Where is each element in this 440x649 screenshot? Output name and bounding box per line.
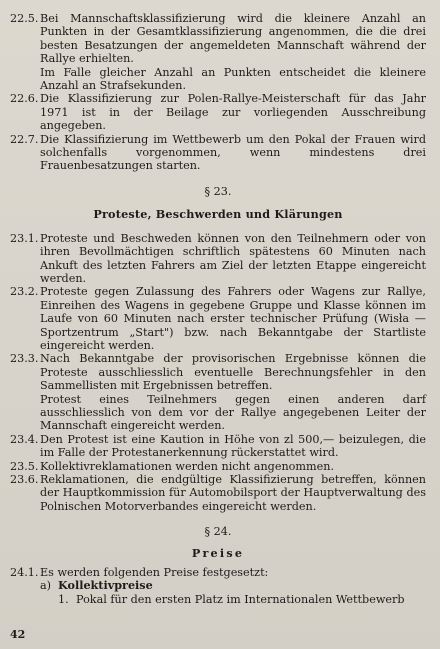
paragraph-text: Kollektivreklamationen werden nicht angenommen. xyxy=(40,459,335,473)
paragraph-text: Reklamationen, die endgültige Klassifizierung betreffen, können der Hauptkommission für Automobilsport der Hauptverwaltung des Polnischen Motorverbandes eingereicht werden. xyxy=(40,473,426,513)
paragraph-text: Protest eines Teilnehmers gegen einen anderen darf ausschliesslich von dem vor der Rallye angegebenen Leiter der Mannschaft eingereicht werden. xyxy=(40,392,426,433)
section-24-number: § 24. xyxy=(204,525,232,539)
paragraph-text: Nach Bekanntgabe der provisorischen Ergebnisse können die Proteste ausschliesslich eventuelle Berechnungsfehler in den Sammellisten mit Ergebnissen betreffen. xyxy=(40,352,426,393)
page-number: 42 xyxy=(10,628,26,641)
paragraph-text: Die Klassifizierung im Wettbewerb um den Pokal der Frauen wird solchenfalls vorgenommen, wenn mindestens drei Frauenbesatzungen starten. xyxy=(40,132,426,173)
paragraph-text: Im Falle gleicher Anzahl an Punkten entscheidet die kleinere Anzahl an Strafsekunden. xyxy=(40,65,426,93)
prize-item-label: 1. xyxy=(58,592,69,606)
paragraph-23-2 xyxy=(10,285,426,352)
paragraph-22-6 xyxy=(10,92,426,132)
paragraph-23-1 xyxy=(10,232,426,286)
section-24-title: Preise xyxy=(191,545,245,560)
paragraph-number: 23.5. xyxy=(10,459,39,473)
paragraph-number: 22.6. xyxy=(10,92,39,106)
prize-item-text: Pokal für den ersten Platz im Internationalen Wettbewerb xyxy=(76,592,405,606)
paragraph-number: 24.1. xyxy=(10,566,39,580)
paragraph-24-1 xyxy=(10,566,426,606)
paragraph-number: 23.3. xyxy=(10,352,39,366)
paragraph-number: 23.2. xyxy=(10,285,39,299)
paragraph-text: Den Protest ist eine Kaution in Höhe von zl 500,— beizulegen, die im Falle der Protestanerkennung rückerstattet wird. xyxy=(40,432,426,460)
prize-item-1 xyxy=(40,593,426,606)
sub-item-label: a) xyxy=(40,579,52,593)
paragraph-text: Bei Mannschaftsklassifizierung wird die kleinere Anzahl an Punkten in der Gesamtklassifizierung angenommen, die die drei besten Besatzungen der angemeldeten Mannschaft während der Rallye erhielten. xyxy=(40,12,426,66)
paragraph-number: 23.1. xyxy=(10,231,39,245)
paragraph-22-7 xyxy=(10,133,426,173)
section-23-number: § 23. xyxy=(204,184,232,198)
paragraph-23-5 xyxy=(10,460,426,473)
paragraph-text: Die Klassifizierung zur Polen-Rallye-Meisterschaft für das Jahr 1971 ist in der Beilage zur vorliegenden Ausschreibung angegeben. xyxy=(40,92,426,133)
sub-item-title: Kollektivpreise xyxy=(58,578,153,593)
paragraph-23-6 xyxy=(10,473,426,513)
paragraph-22-5 xyxy=(10,12,426,92)
paragraph-number: 22.5. xyxy=(10,12,39,25)
paragraph-number: 23.6. xyxy=(10,473,39,486)
paragraph-text: Es werden folgenden Preise festgesetzt: xyxy=(40,566,269,580)
paragraph-number: 23.4. xyxy=(10,432,39,446)
section-23-title: Proteste, Beschwerden und Klärungen xyxy=(93,207,343,222)
paragraph-23-3 xyxy=(10,352,426,432)
paragraph-23-4 xyxy=(10,433,426,460)
paragraph-text: Proteste und Beschweden können von den Teilnehmern oder von ihren Bevollmächtigen schriftlich spätestens 60 Minuten nach Ankuft des letzten Fahrers am Ziel der letzten Etappe eingereicht werden. xyxy=(40,231,426,285)
sub-item-a xyxy=(40,579,426,592)
paragraph-text: Proteste gegen Zulassung des Fahrers oder Wagens zur Rallye, Einreihen des Wagens in gegebene Gruppe und Klasse können im Laufe von 60 Minuten nach erster technischer Prüfung (Wisła — Sportzentrum „Start") bzw. nach Bekanntgabe der Startliste eingereicht werden. xyxy=(40,285,426,352)
paragraph-number: 22.7. xyxy=(10,132,39,146)
